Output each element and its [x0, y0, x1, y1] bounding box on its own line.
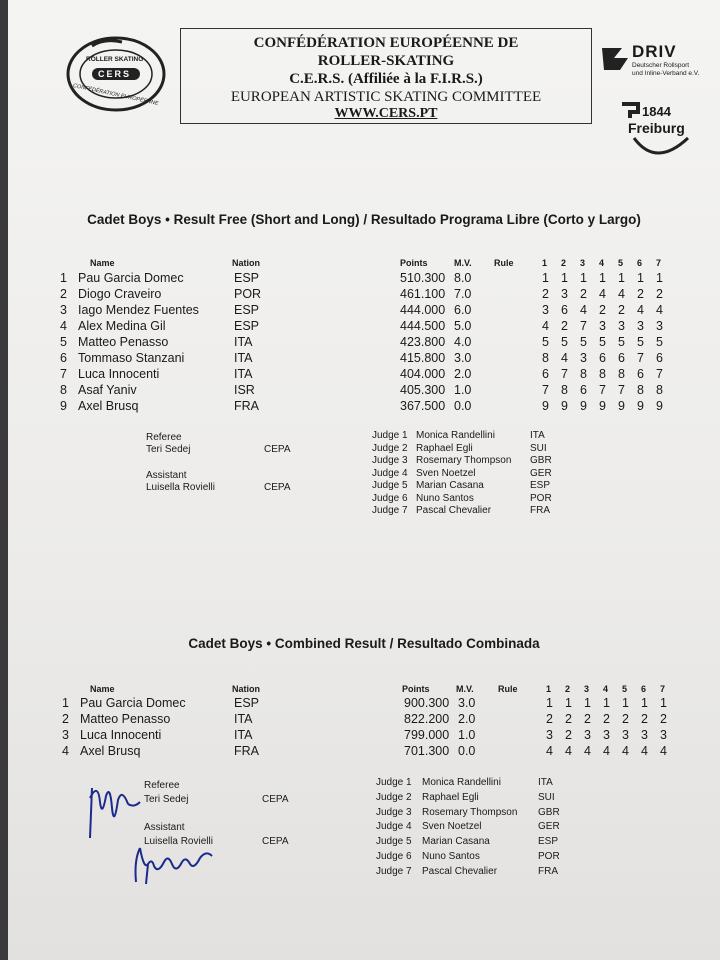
- judge-name: Sven Noetzel: [416, 467, 476, 479]
- nation: ITA: [234, 367, 253, 381]
- athlete-name: Axel Brusq: [80, 744, 141, 758]
- judge-place: 5: [542, 335, 549, 349]
- athlete-name: Pau Garcia Domec: [78, 271, 184, 285]
- judge-nation: ITA: [538, 777, 553, 788]
- judge-place: 7: [542, 383, 549, 397]
- judge-place: 2: [584, 712, 591, 726]
- col-j4: 4: [603, 684, 609, 694]
- judge-place: 1: [656, 271, 663, 285]
- points: 701.300: [404, 744, 450, 758]
- section2-title: Cadet Boys • Combined Result / Resultado Combinada: [188, 636, 540, 651]
- col-j2: 2: [561, 258, 567, 268]
- rank: 9: [60, 399, 67, 413]
- judge-label: Judge 2: [372, 442, 408, 454]
- judge-place: 9: [656, 399, 663, 413]
- judge-place: 1: [618, 271, 625, 285]
- judge-place: 1: [584, 696, 591, 710]
- judge-name: Pascal Chevalier: [422, 865, 498, 877]
- judge-place: 4: [584, 744, 591, 758]
- col-nation: Nation: [232, 684, 260, 694]
- judge-label: Judge 1: [376, 777, 412, 788]
- points: 799.000: [404, 728, 450, 742]
- mv: 3.0: [454, 351, 472, 365]
- col-j1: 1: [546, 684, 552, 694]
- assistant-name: Luisella Rovielli: [146, 482, 215, 493]
- judge-nation: ESP: [530, 480, 551, 491]
- judge-place: 7: [656, 367, 663, 381]
- header-url[interactable]: WWW.CERS.PT: [334, 106, 438, 121]
- freiburg-year: 1844: [642, 104, 671, 119]
- table-row: [8, 350, 720, 366]
- mv: 6.0: [454, 303, 472, 317]
- col-j6: 6: [637, 258, 643, 268]
- judge-label: Judge 3: [372, 455, 408, 466]
- judge-name: Sven Noetzel: [422, 821, 482, 833]
- judge-place: 3: [584, 728, 591, 742]
- referee-name: Teri Sedej: [144, 794, 189, 805]
- judge-place: 1: [599, 271, 606, 285]
- judge-place: 3: [546, 728, 553, 742]
- judge-name: Monica Randellini: [422, 777, 501, 788]
- col-j7: 7: [660, 684, 666, 694]
- judge-label: Judge 5: [372, 480, 408, 491]
- judge-label: Judge 7: [376, 865, 412, 877]
- referee-label: Referee: [146, 432, 182, 443]
- rank: 4: [60, 319, 67, 333]
- mv: 2.0: [458, 712, 476, 726]
- judge-place: 1: [637, 271, 644, 285]
- judge-nation: POR: [530, 492, 552, 504]
- judge-place: 1: [546, 696, 553, 710]
- judge-place: 2: [561, 319, 568, 333]
- judge-place: 2: [599, 303, 606, 317]
- points: 444.000: [400, 303, 446, 317]
- assistant-label: Assistant: [144, 822, 185, 833]
- col-j5: 5: [622, 684, 628, 694]
- col-mv: M.V.: [456, 684, 474, 694]
- section1-header: [8, 258, 720, 270]
- table-row: [8, 743, 720, 759]
- judge-place: 2: [565, 728, 572, 742]
- judge-label: Judge 7: [372, 505, 408, 516]
- points: 367.500: [400, 399, 446, 413]
- judge-nation: GER: [530, 467, 552, 479]
- judge-place: 3: [580, 351, 587, 365]
- judge-place: 1: [580, 271, 587, 285]
- driv-logo: [600, 40, 710, 84]
- athlete-name: Axel Brusq: [78, 399, 139, 413]
- rank: 2: [60, 287, 67, 301]
- referee-label: Referee: [144, 780, 180, 791]
- nation: ESP: [234, 303, 260, 317]
- rank: 8: [60, 383, 67, 397]
- judge-place: 2: [622, 712, 629, 726]
- assistant-label: Assistant: [146, 470, 187, 481]
- points: 900.300: [404, 696, 450, 710]
- judge-place: 8: [561, 383, 568, 397]
- judge-place: 8: [656, 383, 663, 397]
- table-row: [8, 695, 720, 711]
- judge-name: Raphael Egli: [416, 442, 473, 454]
- table-row: [8, 382, 720, 398]
- judge-place: 8: [599, 367, 606, 381]
- mv: 7.0: [454, 287, 472, 301]
- judge-place: 4: [542, 319, 549, 333]
- judge-place: 4: [637, 303, 644, 317]
- col-rule: Rule: [494, 258, 514, 268]
- judge-place: 6: [637, 367, 644, 381]
- nation: ITA: [234, 351, 253, 365]
- judge-place: 4: [546, 744, 553, 758]
- freiburg-name: Freiburg: [628, 120, 685, 136]
- judge-place: 5: [637, 335, 644, 349]
- assistant-name: Luisella Rovielli: [144, 836, 213, 847]
- judge-place: 2: [641, 712, 648, 726]
- table-row: [8, 286, 720, 302]
- mv: 4.0: [454, 335, 472, 349]
- results-sheet: [8, 0, 720, 960]
- judge-place: 4: [603, 744, 610, 758]
- judge-label: Judge 6: [376, 851, 412, 862]
- judge-place: 3: [656, 319, 663, 333]
- judge-name: Pascal Chevalier: [416, 505, 492, 516]
- judge-place: 4: [580, 303, 587, 317]
- col-j7: 7: [656, 258, 662, 268]
- rank: 7: [60, 367, 67, 381]
- judge-place: 9: [637, 399, 644, 413]
- assistant-signature: [128, 840, 228, 890]
- judge-nation: ESP: [538, 836, 559, 848]
- judge-place: 8: [618, 367, 625, 381]
- header-box: [180, 28, 592, 124]
- judge-place: 1: [561, 271, 568, 285]
- freiburg-logo: [616, 98, 696, 162]
- judge-place: 3: [618, 319, 625, 333]
- table-row: [8, 711, 720, 727]
- athlete-name: Iago Mendez Fuentes: [78, 303, 199, 317]
- rank: 2: [62, 712, 69, 726]
- judge-place: 2: [603, 712, 610, 726]
- judge-place: 3: [641, 728, 648, 742]
- judge-place: 3: [542, 303, 549, 317]
- judge-place: 5: [580, 335, 587, 349]
- athlete-name: Asaf Yaniv: [78, 383, 137, 397]
- judge-place: 4: [565, 744, 572, 758]
- cers-logo-ring-bottom: CONFÉDÉRATION EUROPÉENNE: [72, 82, 159, 108]
- judge-place: 2: [565, 712, 572, 726]
- judge-place: 7: [637, 351, 644, 365]
- nation: ISR: [234, 383, 255, 397]
- col-j4: 4: [599, 258, 605, 268]
- points: 423.800: [400, 335, 446, 349]
- judge-place: 6: [599, 351, 606, 365]
- col-j1: 1: [542, 258, 548, 268]
- header-line-3: C.E.R.S. (Affiliée à la F.I.R.S.): [289, 71, 483, 87]
- nation: ESP: [234, 319, 260, 333]
- header-line-2: ROLLER-SKATING: [317, 53, 455, 69]
- judge-place: 6: [656, 351, 663, 365]
- cers-logo-center: CERS: [98, 69, 132, 79]
- referee-org: CEPA: [262, 794, 289, 805]
- nation: ITA: [234, 335, 253, 349]
- athlete-name: Luca Innocenti: [78, 367, 160, 381]
- judge-label: Judge 3: [376, 806, 412, 818]
- judge-place: 6: [580, 383, 587, 397]
- judge-place: 6: [561, 303, 568, 317]
- header-line-4: EUROPEAN ARTISTIC SKATING COMMITTEE: [230, 89, 542, 105]
- judge-place: 4: [561, 351, 568, 365]
- col-points: Points: [402, 684, 430, 694]
- judge-place: 1: [641, 696, 648, 710]
- section1-title: Cadet Boys • Result Free (Short and Long) / Resultado Programa Libre (Corto y Largo): [87, 212, 641, 227]
- judge-nation: SUI: [538, 791, 555, 803]
- judge-place: 2: [656, 287, 663, 301]
- nation: ITA: [234, 728, 253, 742]
- judge-place: 3: [637, 319, 644, 333]
- points: 405.300: [400, 383, 446, 397]
- judge-place: 9: [618, 399, 625, 413]
- assistant-org: CEPA: [264, 482, 291, 493]
- judge-place: 4: [656, 303, 663, 317]
- judge-name: Nuno Santos: [416, 492, 474, 504]
- athlete-name: Tommaso Stanzani: [78, 351, 185, 365]
- assistant-org: CEPA: [262, 836, 289, 847]
- athlete-name: Matteo Penasso: [78, 335, 169, 349]
- table-row: [8, 270, 720, 286]
- judge-place: 2: [542, 287, 549, 301]
- judge-place: 2: [660, 712, 667, 726]
- judge-place: 4: [660, 744, 667, 758]
- col-mv: M.V.: [454, 258, 472, 268]
- referee-org: CEPA: [264, 444, 291, 455]
- judge-place: 5: [599, 335, 606, 349]
- judge-place: 5: [561, 335, 568, 349]
- judge-place: 2: [618, 303, 625, 317]
- mv: 2.0: [454, 367, 472, 381]
- judge-place: 9: [561, 399, 568, 413]
- cers-logo: [64, 34, 168, 114]
- mv: 3.0: [458, 696, 476, 710]
- table-row: [8, 727, 720, 743]
- judge-place: 3: [660, 728, 667, 742]
- judge-label: Judge 5: [376, 836, 412, 848]
- judge-nation: ITA: [530, 430, 545, 441]
- table-row: [8, 366, 720, 382]
- athlete-name: Alex Medina Gil: [78, 319, 166, 333]
- judge-place: 7: [618, 383, 625, 397]
- mv: 0.0: [458, 744, 476, 758]
- judge-place: 7: [580, 319, 587, 333]
- judge-nation: GER: [538, 821, 560, 833]
- nation: ITA: [234, 712, 253, 726]
- judge-place: 3: [622, 728, 629, 742]
- judge-place: 1: [565, 696, 572, 710]
- judge-nation: FRA: [530, 505, 550, 516]
- mv: 1.0: [454, 383, 472, 397]
- judge-name: Raphael Egli: [422, 791, 479, 803]
- judge-label: Judge 2: [376, 791, 412, 803]
- judge-nation: GBR: [530, 455, 552, 466]
- judge-name: Monica Randellini: [416, 430, 495, 441]
- judge-nation: SUI: [530, 442, 547, 454]
- judge-label: Judge 4: [376, 821, 412, 833]
- cers-logo-ring-top: ROLLER SKATING: [86, 56, 144, 63]
- table-row: [8, 302, 720, 318]
- judge-place: 4: [641, 744, 648, 758]
- athlete-name: Diogo Craveiro: [78, 287, 162, 301]
- driv-sub-2: und Inline-Verband e.V.: [632, 70, 700, 77]
- nation: FRA: [234, 744, 259, 758]
- col-points: Points: [400, 258, 428, 268]
- judge-name: Nuno Santos: [422, 851, 480, 862]
- mv: 5.0: [454, 319, 472, 333]
- points: 444.500: [400, 319, 446, 333]
- judge-name: Marian Casana: [422, 836, 490, 848]
- col-j5: 5: [618, 258, 624, 268]
- col-j6: 6: [641, 684, 647, 694]
- judge-place: 8: [542, 351, 549, 365]
- points: 461.100: [400, 287, 446, 301]
- col-name: Name: [90, 684, 115, 694]
- col-j3: 3: [580, 258, 586, 268]
- judge-label: Judge 1: [372, 430, 408, 441]
- rank: 6: [60, 351, 67, 365]
- judge-place: 7: [599, 383, 606, 397]
- judge-place: 4: [618, 287, 625, 301]
- athlete-name: Pau Garcia Domec: [80, 696, 186, 710]
- rank: 1: [60, 271, 67, 285]
- judge-place: 9: [580, 399, 587, 413]
- judge-place: 8: [637, 383, 644, 397]
- col-nation: Nation: [232, 258, 260, 268]
- judge-name: Rosemary Thompson: [416, 455, 512, 466]
- col-j2: 2: [565, 684, 571, 694]
- judge-place: 3: [603, 728, 610, 742]
- judge-place: 8: [580, 367, 587, 381]
- judge-name: Rosemary Thompson: [422, 806, 518, 818]
- judge-nation: FRA: [538, 865, 558, 877]
- judge-place: 3: [599, 319, 606, 333]
- points: 415.800: [400, 351, 446, 365]
- nation: ESP: [234, 271, 260, 285]
- judge-nation: POR: [538, 851, 560, 862]
- rank: 3: [60, 303, 67, 317]
- rank: 5: [60, 335, 67, 349]
- judge-place: 6: [618, 351, 625, 365]
- mv: 1.0: [458, 728, 476, 742]
- points: 404.000: [400, 367, 446, 381]
- judge-nation: GBR: [538, 806, 560, 818]
- judge-place: 5: [656, 335, 663, 349]
- judge-place: 9: [599, 399, 606, 413]
- table-row: [8, 334, 720, 350]
- driv-sub-1: Deutscher Rollsport: [632, 62, 690, 69]
- athlete-name: Luca Innocenti: [80, 728, 162, 742]
- driv-name: DRIV: [632, 42, 677, 61]
- referee-name: Teri Sedej: [146, 444, 191, 455]
- judge-place: 5: [618, 335, 625, 349]
- referee-signature: [84, 778, 148, 848]
- judge-place: 1: [542, 271, 549, 285]
- table-row: [8, 318, 720, 334]
- col-name: Name: [90, 258, 115, 268]
- judge-place: 1: [622, 696, 629, 710]
- nation: FRA: [234, 399, 259, 413]
- points: 510.300: [400, 271, 446, 285]
- nation: ESP: [234, 696, 260, 710]
- judge-place: 6: [542, 367, 549, 381]
- judge-name: Marian Casana: [416, 480, 484, 491]
- table-row: [8, 398, 720, 414]
- judge-place: 9: [542, 399, 549, 413]
- judge-label: Judge 6: [372, 492, 408, 504]
- judge-place: 4: [622, 744, 629, 758]
- rank: 1: [62, 696, 69, 710]
- judge-place: 7: [561, 367, 568, 381]
- athlete-name: Matteo Penasso: [80, 712, 171, 726]
- col-j3: 3: [584, 684, 590, 694]
- rank: 3: [62, 728, 69, 742]
- judge-place: 2: [580, 287, 587, 301]
- points: 822.200: [404, 712, 450, 726]
- rank: 4: [62, 744, 69, 758]
- judge-place: 2: [546, 712, 553, 726]
- mv: 0.0: [454, 399, 472, 413]
- col-rule: Rule: [498, 684, 518, 694]
- mv: 8.0: [454, 271, 472, 285]
- judge-place: 2: [637, 287, 644, 301]
- judge-place: 4: [599, 287, 606, 301]
- header-line-1: CONFÉDÉRATION EUROPÉENNE DE: [253, 35, 519, 51]
- judge-place: 3: [561, 287, 568, 301]
- nation: POR: [234, 287, 262, 301]
- judge-label: Judge 4: [372, 467, 408, 479]
- judge-place: 1: [660, 696, 667, 710]
- judge-place: 1: [603, 696, 610, 710]
